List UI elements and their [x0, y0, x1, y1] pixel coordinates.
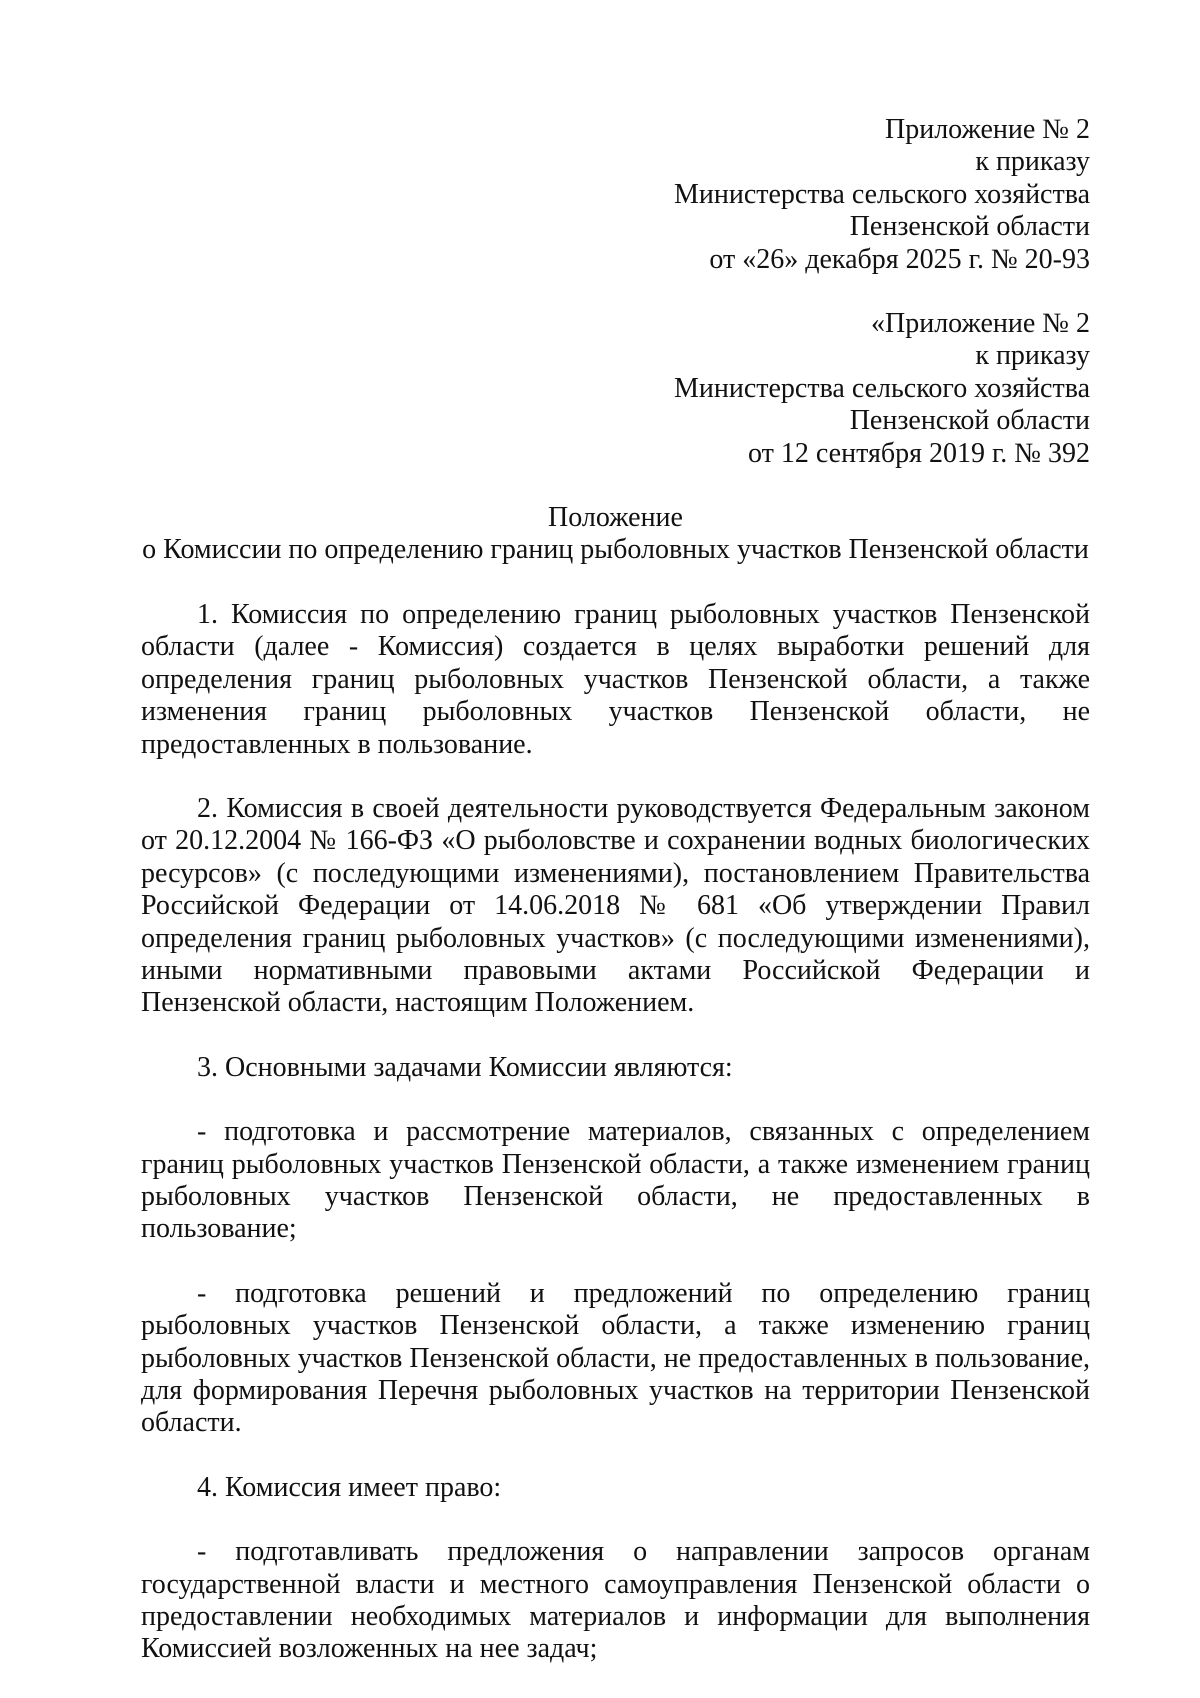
document-title	[141, 502, 1090, 567]
appendix-to-order: к приказу	[975, 146, 1090, 178]
appendix-region: Пензенской области	[849, 211, 1090, 243]
paragraph-3: 3. Основными задачами Комиссии являются:	[197, 1051, 733, 1083]
paragraph-4: 4. Комиссия имеет право:	[197, 1471, 502, 1503]
prev-appendix-number: «Приложение № 2	[871, 308, 1090, 340]
prev-appendix-ministry: Министерства сельского хозяйства	[673, 372, 1090, 404]
prev-appendix-to-order: к приказу	[975, 340, 1090, 372]
paragraph-2: 2. Комиссия в своей деятельности руководствуется Федеральным законом от 20.12.2004 № 166-ФЗ «О рыболовстве и сохранении водных биологических ресурсов» (с последующими изменениями), постановлением Правительства Российской Федерации от 14.06.2018 № 681 «Об утверждении Правил определения границ рыболовных участков» (с последующими изменениями), иными нормативными правовыми актами Российской Федерации и Пензенской области, настоящим Положением.	[141, 792, 1090, 1019]
appendix-ministry: Министерства сельского хозяйства	[673, 178, 1090, 210]
prev-appendix-order-date: от 12 сентября 2019 г. № 392	[748, 437, 1090, 469]
prev-appendix-region: Пензенской области	[849, 405, 1090, 437]
paragraph-3-item-2: - подготовка решений и предложений по определению границ рыболовных участков Пензенской области, а также изменению границ рыболовных участков Пензенской области, не предоставленных в пользование, для формирования Перечня рыболовных участков на территории Пензенской области.	[141, 1277, 1090, 1439]
title-heading: Положение	[548, 502, 683, 534]
paragraph-4-item-1: - подготавливать предложения о направлении запросов органам государственной власти и местного самоуправления Пензенской области о предоставлении необходимых материалов и информации для выполнения Комиссией возложенных на нее задач;	[141, 1536, 1090, 1665]
appendix-header-current	[141, 114, 1090, 276]
appendix-order-date: от «26» декабря 2025 г. № 20-93	[709, 243, 1090, 275]
appendix-header-previous	[141, 308, 1090, 470]
appendix-number: Приложение № 2	[885, 114, 1090, 145]
paragraph-3-item-1: - подготовка и рассмотрение материалов, связанных с определением границ рыболовных участков Пензенской области, а также изменением границ рыболовных участков Пензенской области, не предоставленных в пользование;	[141, 1116, 1090, 1245]
title-subheading: о Комиссии по определению границ рыболовных участков Пензенской области	[142, 534, 1089, 566]
paragraph-1: 1. Комиссия по определению границ рыболовных участков Пензенской области (далее - Комиссия) создается в целях выработки решений для определения границ рыболовных участков Пензенской области, а также изменения границ рыболовных участков Пензенской области, не предоставленных в пользование.	[141, 598, 1090, 760]
